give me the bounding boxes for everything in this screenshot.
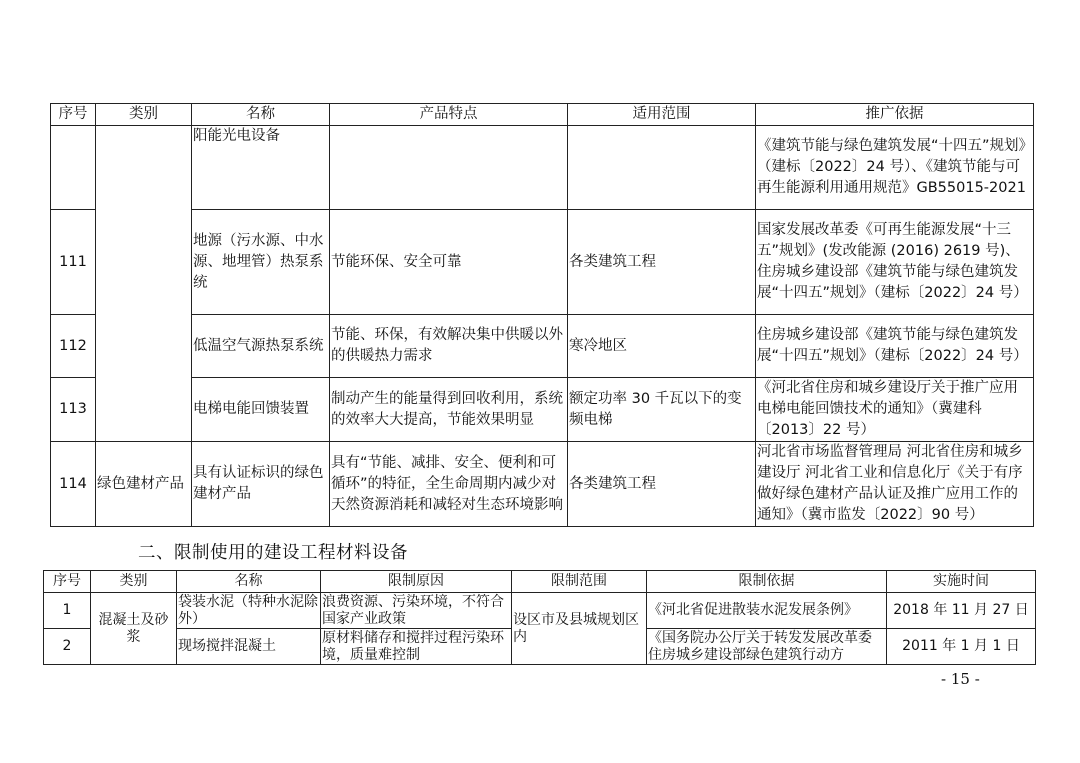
page-number: - 15 - [941,670,980,688]
row-number [51,126,96,210]
header-cell: 序号 [44,571,91,593]
header-cell: 限制原因 [321,571,512,593]
promotion-basis: 《建筑节能与绿色建筑发展“十四五”规划》（建标〔2022〕24 号）、《建筑节能与可再生能源利用通用规范》GB55015-2021 [756,126,1034,210]
row-number: 111 [51,210,96,315]
product-name: 地源（污水源、中水源、地埋管）热泵系统 [192,210,330,315]
effective-date: 2018 年 11 月 27 日 [887,593,1036,629]
promotion-basis: 河北省市场监督管理局 河北省住房和城乡建设厅 河北省工业和信息化厅《关于有序做好绿色建材产品认证及推广应用工作的通知》（冀市监发〔2022〕90 号） [756,442,1034,527]
header-cell: 限制范围 [512,571,647,593]
restriction-scope: 设区市及县城规划区内 [512,593,647,665]
promotion-basis: 《河北省住房和城乡建设厅关于推广应用电梯电能回馈技术的通知》（冀建科〔2013〕22 号） [756,378,1034,442]
product-name: 电梯电能回馈装置 [192,378,330,442]
application-scope: 各类建筑工程 [568,210,756,315]
table-row [51,442,1034,527]
section-heading: 二、限制使用的建设工程材料设备 [138,543,408,563]
product-features: 节能环保、安全可靠 [330,210,568,315]
header-cell: 类别 [91,571,177,593]
application-scope: 额定功率 30 千瓦以下的变频电梯 [568,378,756,442]
category-cell: 绿色建材产品 [96,442,192,527]
restriction-reason: 原材料储存和搅拌过程污染环境，质量难控制 [321,629,512,665]
row-number: 112 [51,315,96,378]
product-features [330,126,568,210]
row-number: 1 [44,593,91,629]
product-features: 具有“节能、减排、安全、便利和可循环”的特征，全生命周期内减少对天然资源消耗和减轻对生态环境影响 [330,442,568,527]
header-cell: 名称 [192,104,330,126]
table-row [44,593,1036,629]
row-number: 2 [44,629,91,665]
material-name: 袋装水泥（特种水泥除外） [177,593,321,629]
effective-date: 2011 年 1 月 1 日 [887,629,1036,665]
restriction-basis: 《国务院办公厅关于转发发展改革委住房城乡建设部绿色建筑行动方 [647,629,887,665]
header-cell: 限制依据 [647,571,887,593]
table-header-row [44,571,1036,593]
material-name: 现场搅拌混凝土 [177,629,321,665]
table-row [51,315,1034,378]
application-scope: 各类建筑工程 [568,442,756,527]
table-row [51,210,1034,315]
category-cell: 混凝土及砂浆 [91,593,177,665]
application-scope: 寒冷地区 [568,315,756,378]
promotion-basis: 住房城乡建设部《建筑节能与绿色建筑发展“十四五”规划》（建标〔2022〕24 号） [756,315,1034,378]
restriction-reason: 浪费资源、污染环境，不符合国家产业政策 [321,593,512,629]
header-cell: 适用范围 [568,104,756,126]
application-scope [568,126,756,210]
table-header-row [51,104,1034,126]
category-cell [96,126,192,442]
product-name: 低温空气源热泵系统 [192,315,330,378]
header-cell: 产品特点 [330,104,568,126]
product-name: 阳能光电设备 [192,126,330,210]
table-row [51,378,1034,442]
product-features: 制动产生的能量得到回收利用，系统的效率大大提高，节能效果明显 [330,378,568,442]
row-number: 114 [51,442,96,527]
restriction-basis: 《河北省促进散装水泥发展条例》 [647,593,887,629]
header-cell: 类别 [96,104,192,126]
header-cell: 名称 [177,571,321,593]
promotion-table [50,103,1034,527]
promotion-basis: 国家发展改革委《可再生能源发展“十三五”规划》(发改能源 (2016) 2619 号)、住房城乡建设部《建筑节能与绿色建筑发展“十四五”规划》（建标〔2022〕24 号） [756,210,1034,315]
header-cell: 推广依据 [756,104,1034,126]
product-name: 具有认证标识的绿色建材产品 [192,442,330,527]
row-number: 113 [51,378,96,442]
restriction-table [43,570,1036,665]
header-cell: 实施时间 [887,571,1036,593]
table-row [51,126,1034,210]
product-features: 节能、环保，有效解决集中供暖以外的供暖热力需求 [330,315,568,378]
header-cell: 序号 [51,104,96,126]
